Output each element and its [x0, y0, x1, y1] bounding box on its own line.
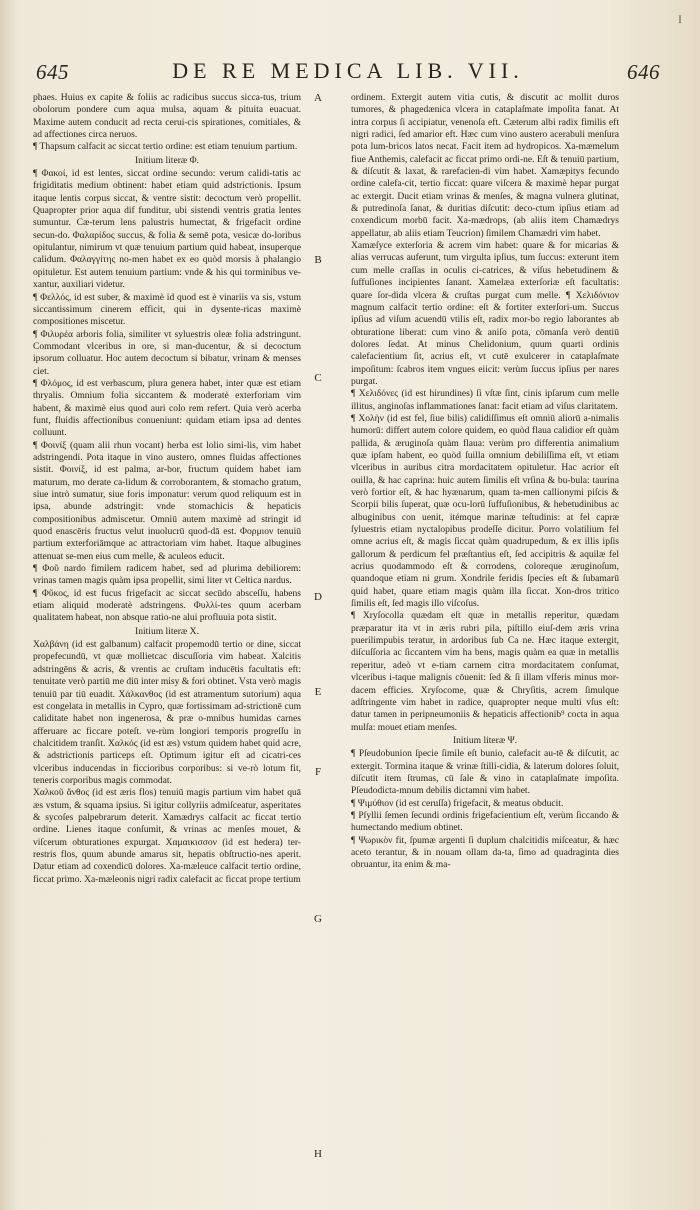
running-title: DE RE MEDICA LIB. VII.: [172, 58, 524, 83]
right-paragraph: ¶ Xryſocolla quædam eſt quæ in metallis reperitur, quædam præparatur ita vt in æris rubri pila, piſtillo eiuſ-dem æris vrina puerilimpubis teratur, in ardoribus ſub Ca ne. Hæc itaque extergit, diſcuſſoria ac ſiccantem vim ha bens, magis quàm ea quæ in metallis reperitur, adeò vt e-tiam carnem citra mordacitatem conſumat, vlceribus i-taque malignis cōuenit: ſed & ſi illam vſferis minus mor-dacem efficies. Xryſocome, quæ & Chryſitis, acrem ſimulque adſtringente vim habet in radice, quapropter neque multi vſus eſt: datur tamen in peripneumoniis & hepaticis affectionib⁹ cocta in aqua mulſa: mouet etiam menſes.: [351, 610, 619, 733]
left-section-heading: Initium literæ Φ.: [135, 154, 199, 166]
right-paragraph: ¶ Ψωρικὸν fit, ſpumæ argenti ſi duplum chalcitidis miſceatur, & hæc aceto terantur, & in nouam ollam da-ta, ſimo ad quadraginta dies obruantur, ita enim & ma-: [351, 834, 619, 871]
right-column: [351, 92, 619, 872]
left-section-heading: Initium literæ X.: [135, 625, 199, 637]
left-column: [33, 92, 301, 886]
left-paragraph: ¶ Φλόμος, id est verbascum, plura genera habet, inter quæ est etiam thryalis. Omnium folia siccantem & moderatè exterforiam vim habent, & maximè eius quod auri colo rem refert. Quia verò acerba funt, fluidis affectionibus conueniunt: quidam etiam ipsa ad dentes colluunt.: [33, 377, 301, 439]
right-paragraph: ¶ Pſyllii ſemen ſecundi ordinis frigefacientium eſt, verùm ſiccando & humectando medium obtinet.: [351, 809, 619, 834]
margin-letter-marker: D: [314, 591, 322, 604]
margin-letter-marker: F: [314, 766, 322, 779]
left-paragraph: ¶ Φιλυρέα arboris folia, similiter vt syluestris oleæ folia adstringunt. Commodant vlceribus in ore, si man-ducentur, & si decoctum ipsorum colluatur. Hoc autem decoctum si bibatur, vrinam & menses ciet.: [33, 328, 301, 377]
margin-letter-marker: G: [314, 912, 322, 925]
margin-letter-marker: B: [314, 254, 322, 266]
left-paragraph: ¶ Φοῦ nardo fimilem radicem habet, sed ad plurima debiliorem: vrinas tamen magis quàm ipsa propellit, simi liter vt Celtica nardus.: [33, 563, 301, 587]
right-paragraph: ¶ Ψιμύθιον (id est ceruſſa) frigefacit, & meatus obducit.: [351, 797, 564, 809]
left-paragraph: ¶ Φακοί, id est lentes, siccat ordine secundo: verum calidi-tatis ac frigiditatis medium obtinent: habet etiam quid adstrictionis. Ipsum itaque lentis corpus siccat, & ventre sistit: decoctum verò propellit. Quapropter prior aqua dif funditur, ubi sistendi ventris gratia lentes sumuntur. Cæ-terum lens palustris humectat, & frigefacit ordine secun-do. Φαλαρίδος succus, & folia & semē pota, vesicæ do-loribus opitulantur, nimirum vt quæ tenuium partium quid habeat, insuperque calidum. Φαλαγγίτης no-men habet ex eo quòd morsis à phalangio opituletur. Est autem tenuium partium: vnde & his qui torminibus ve-xantur, auxiliari videtur.: [33, 168, 301, 291]
margin-letter-marker: C: [314, 371, 322, 384]
margin-letter-marker: H: [314, 1148, 322, 1160]
left-paragraph: ¶ Φελλός, id est suber, & maximè id quod est è vinariis va sis, vstum siccantissimum cinerem efficit, qui in dysente-ricas maximè compositiones miscetur.: [33, 291, 301, 328]
left-paragraph: ¶ Φῦκος, id est fucus frigefacit ac siccat secūdo absceſſu, habens etiam aliquid moderatè adstringens. Φυλλί-tes quum acerbam qualitatem habeat, non absque ratio-ne alui profluuia pota sistit.: [33, 587, 301, 624]
margin-letter-marker: E: [314, 686, 322, 698]
right-paragraph: ¶ Χελιδόνες (id est hirundines) ſi vſtæ ſint, cinis ipſarum cum melle illitus, anginoſas inflammationes ſanat: facit etiam ad viſus claritatem.: [351, 388, 619, 412]
corner-mark: I: [678, 12, 682, 26]
left-paragraph: Χαλκοῦ ἄνθος (id est æris flos) tenuiū magis partium vim habet quā æs vstum, & squama ipsius. Si igitur collyriis admiſceatur, asperitates & sycoſes palpebrarum deterit. Xamædrys calfacit ac ficcat tertio ordine. Lienes itaque conſumit, & vrinas ac menſes mouet, & viſcerum obturationes expurgat. Χαμαικισσον (id est hedera) ter-restris flos, quum abunde amarus sit, hepatis obſtructio-nes aperit. Datur etiam ad coxendicū dolores. Xa-mæleuce calfacit tertio ordine, ficcat primo. Xa-mæleonis nigri radix calefacit ac ficcat prope tertium: [33, 787, 301, 885]
margin-letter-marker: A: [314, 92, 322, 104]
left-paragraph: ¶ Φοινίξ (quam alii rhun vocant) herba est lolio simi-lis, vim habet adstringendi. Pota itaque in vino austero, omnes fluidas affectiones sistit. Φοινίξ, id est palma, ar-bor, fructum quidem habet iam maturum, mo derate ca-lidum & corroborantem, & stomacho gratum, siue intrò sumatur, siue foris imponatur: verum quod reliquum est in ipsa, abunde adstringit: vnde stomachicis & hepaticis compositionibus admiscetur. Omniū autem maximè ad stringit id quod enascēris fructus velut inuolucrū quod-dā est. Φορμιον tenuiū partium exterforiāmque ac attractoriam vim habet. Itaque albugines attenuat se-men eius cum melle, & aculeos educit.: [33, 439, 301, 562]
left-paragraph: Χαλβάνη (id est galbanum) calfacit propemodū tertio or dine, siccat propefecundū, vt quæ mollietcac discuſſoria vim habeat. Xalcitis adstringēns & acris, & vrentis ac cruſtam inducētis facultatis eft: tenuitate verò partiū me diū inter misy & fori obtinet. Vsta verò magis tenuiū par tiū euadit. Χάλκανθος (id est atramentum sutorium) aqua est congelata in metallis in Cypro, quæ fortissimam ad-strictionē cum caliditate habet non ingenerosa, & præ o-mnibus humidas carnes afferuare ac ficcare poteſt. ve-rùm longiori temporis progreſſu in chalcitidem tranſit. Χαλκός (id est æs) vstum quidem habet quid acre, & adstrictionis particeps eſt. Optimum igitur eſt ad cicatri-ces vlceribus inducendas in ficcioribus corporibus: si ve-rò lotum fit, teneris corporibus magis commodat.: [33, 639, 301, 786]
right-page-number: 646: [627, 60, 660, 84]
right-paragraph: ¶ Pſeudobunion ſpecie ſimile eſt bunio, calefacit au-tē & diſcutit, ac extergit. Tormina itaque & vrinæ ſtilli-cidia, & laterum dolores ſoluit, diſcutit item ſtrumas, cū ſale & vino in cataplaſmate impoſita. Pſeudodicta-mnum debilis dictamni vim habet.: [351, 748, 619, 797]
right-paragraph: ordinem. Extergit autem vitia cutis, & discutit ac mollit duros tumores, & phagedænica vlcera in cataplaſmate impoſita fanat. At intra corpus ſi accipiatur, venenoſa eft. Cæterum albi radix fimilis eft nigri radici, ſed amarior eft. Hæc cum vino austero acerabuli menſura pota lum-bricos latos necat. Facit item ad hydropicos. Xa-mæmelum fiue Anthemis, calefacit ac ficcat primo ordi-ne. Eſt & tenuiū partium, & diſcutit & laxat, & rarefacien-di vim habet. Xamæpitys fecundo ordine calefa-cit, tertio ficcat: quare viſcera & maximè hepar purgat ac extergit. Ducit etiam vrinas & menſes, & magna vulnera glutinat, & putredinoſa ſanat, & duritias diſcutit: deco-ctum ipſius etiam ad coxendicum morbū facit. Xa-mædrops, (ab aliis item Chamædrys appellatur, ab aliis etiam Teucrion) ſimilem Chamædri vim habet.: [351, 92, 619, 239]
right-paragraph: Xamæſyce exterſoria & acrem vim habet: quare & for micarias & alias verrucas auferunt, tum virgulta ipſius, tum ſuccus: exterunt item cum melle craſſas in oculis ci-catrices, & viſus hebetudinem & ſuffuſiones incipientes ſanant. Xamelæa exterſoriæ eſt facultatis: quare ſor-dida vlcera & cruſtas purgat cum melle. ¶ Χελιδόνιον magnum calfacit tertio ordine: eſt & fortiter exterſori-um. Succus ipſius ad viſum acuendū vtilis eſt, radix mor-bo regio laborantes ab obturatione liberat: cum vino & aniſo pota, cōmanſa verò dentiū dolores ſedat. At minus Chelidonium, quum quarti ordinis calefacientium ſit, acrius eſt, vt cutē exulcerer in cataplaſmate impoſitum: ſcabros item vngues eiicit: verùm ſuccus ipſius per nares purgat.: [351, 240, 619, 387]
right-section-heading: Initium literæ Ψ.: [452, 734, 518, 746]
page-header: [36, 58, 660, 88]
left-paragraph: phaes. Huius ex capite & foliis ac radicibus succus sicca-tus, trium obolorum pondere cum aqua mulsa, aquam & pituita euacuat. Maxime autem conducit ad recta cerui-cis spirationes, comitiales, & ad affectiones circa neruos.: [33, 92, 301, 141]
right-paragraph: ¶ Χολὴν (id est fel, ſiue bilis) calidiſſimus eſt omniū aliorū a-nimalis humorū: differt autem colore quidem, eo quòd flaua calidior eſt quàm pallida, & æruginoſa quàm flaua: verùm pro differentia animalium quæ ipſam habent, eo quòd ſuilla omnium debiliſſima eſt, vt etiam vlceribus in auribus citra mordacitatem opituletur. Hac acrior eſt ouilla, & hac caprina: huic autem ſimilis eſt vrſina & bu-bula: taurina verò fortior eſt, & hac hyænarum, quam ta-men callionymi piſcis & Scorpii bilis ſuperat, quæ ocu-lorū ſuffuſionibus, & hebetudinibus ac albuginibus con uenit, itémque marinæ teſtudinis: at fel capræ ſyluestris etiam nyctalopibus prodeſſe dicitur. Porro volatilium fel omne acrius eſt, & magis ſiccat quàm quadrupedum, & ex illis ipſis gallorum & perdicum fel præſtantius eſt, ſed accipitris & aquilæ fel acrius quodammodo eſt & corrodens, coloreque æruginoſum, quandoque etiam ni grum. Xondrile feridis ſpecies eſt & ſubamarū quid habet, quare etiam magis quàm illa ſiccat. Xon-dros tritico ſimilis eſt, ſed magis illo viſcoſus.: [351, 412, 619, 610]
left-page-number: 645: [36, 60, 69, 84]
left-paragraph: ¶ Thapsum calfacit ac siccat tertio ordine: est etiam tenuium partium.: [33, 141, 298, 153]
